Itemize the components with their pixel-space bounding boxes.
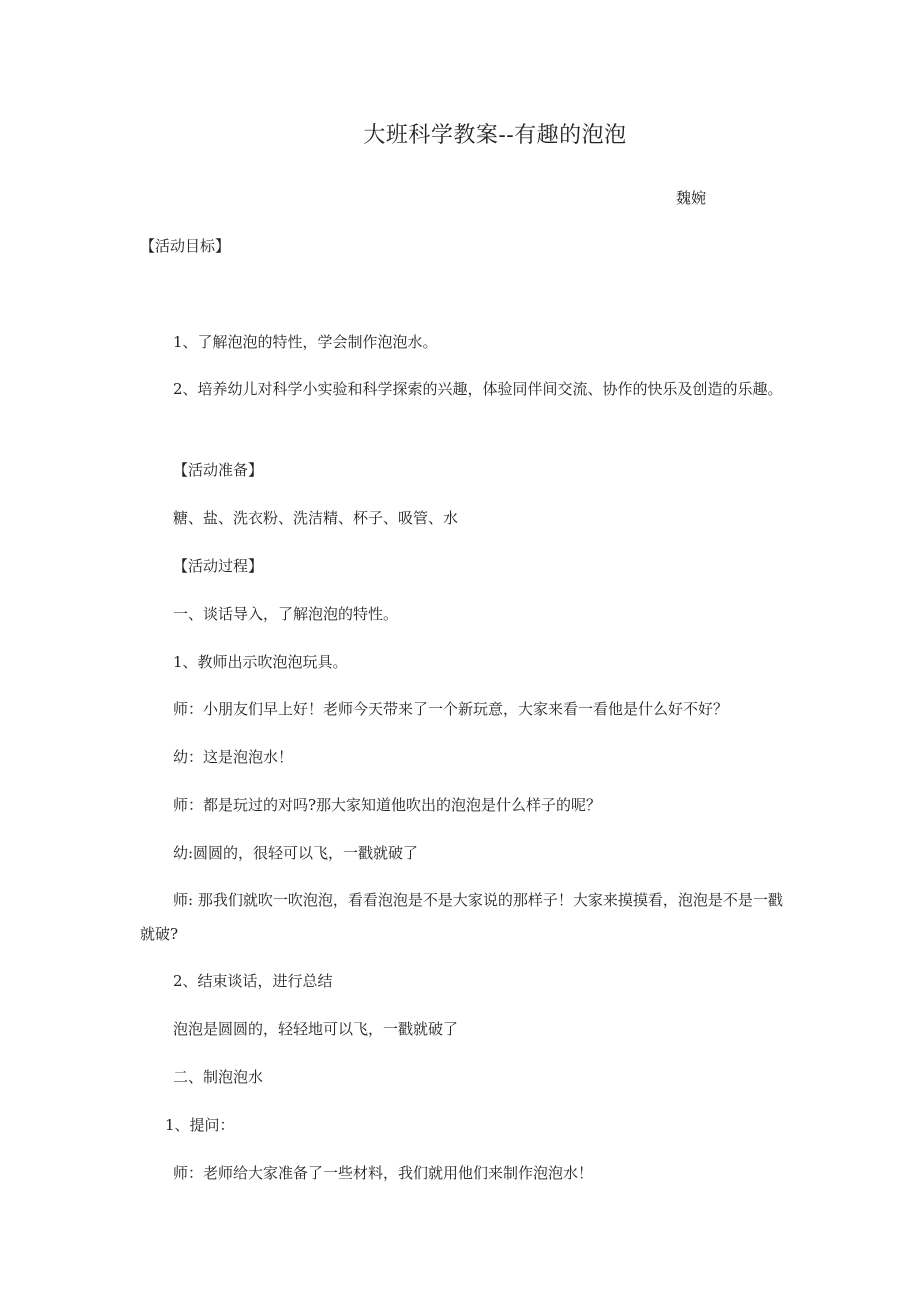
process-step-1-heading: 一、谈话导入，了解泡泡的特性。 xyxy=(173,605,399,623)
process-line: 1、教师出示吹泡泡玩具。 xyxy=(173,653,348,671)
process-line: 1、提问： xyxy=(165,1116,235,1134)
process-line: 幼:圆圆的，很轻可以飞，一戳就破了 xyxy=(173,844,419,862)
section-heading-preparation: 【活动准备】 xyxy=(173,461,264,479)
process-line: 师：小朋友们早上好！老师今天带来了一个新玩意，大家来看一看他是什么好不好？ xyxy=(173,700,729,718)
section-heading-goals: 【活动目标】 xyxy=(140,237,231,255)
process-line: 2、结束谈话，进行总结 xyxy=(173,972,333,990)
section-heading-process: 【活动过程】 xyxy=(173,557,264,575)
process-step-2-heading: 二、制泡泡水 xyxy=(173,1068,264,1086)
goal-item-2: 2、培养幼儿对科学小实验和科学探索的兴趣，体验同伴间交流、协作的快乐及创造的乐趣。 xyxy=(173,380,783,398)
process-line: 幼：这是泡泡水！ xyxy=(173,748,294,766)
goal-item-1: 1、了解泡泡的特性，学会制作泡泡水。 xyxy=(173,333,438,351)
author-name: 魏婉 xyxy=(676,189,707,207)
preparation-items: 糖、盐、洗衣粉、洗洁精、杯子、吸管、水 xyxy=(173,509,459,527)
process-line: 泡泡是圆圆的，轻轻地可以飞，一戳就破了 xyxy=(173,1020,459,1038)
process-paragraph: 师: 那我们就吹一吹泡泡，看看泡泡是不是大家说的那样子！大家来摸摸看，泡泡是不是一戳就破? xyxy=(140,891,783,943)
process-line: 师：都是玩过的对吗?那大家知道他吹出的泡泡是什么样子的呢？ xyxy=(173,796,602,814)
document-title: 大班科学教案--有趣的泡泡 xyxy=(363,123,627,148)
process-line: 师：老师给大家准备了一些材料，我们就用他们来制作泡泡水！ xyxy=(173,1164,594,1182)
